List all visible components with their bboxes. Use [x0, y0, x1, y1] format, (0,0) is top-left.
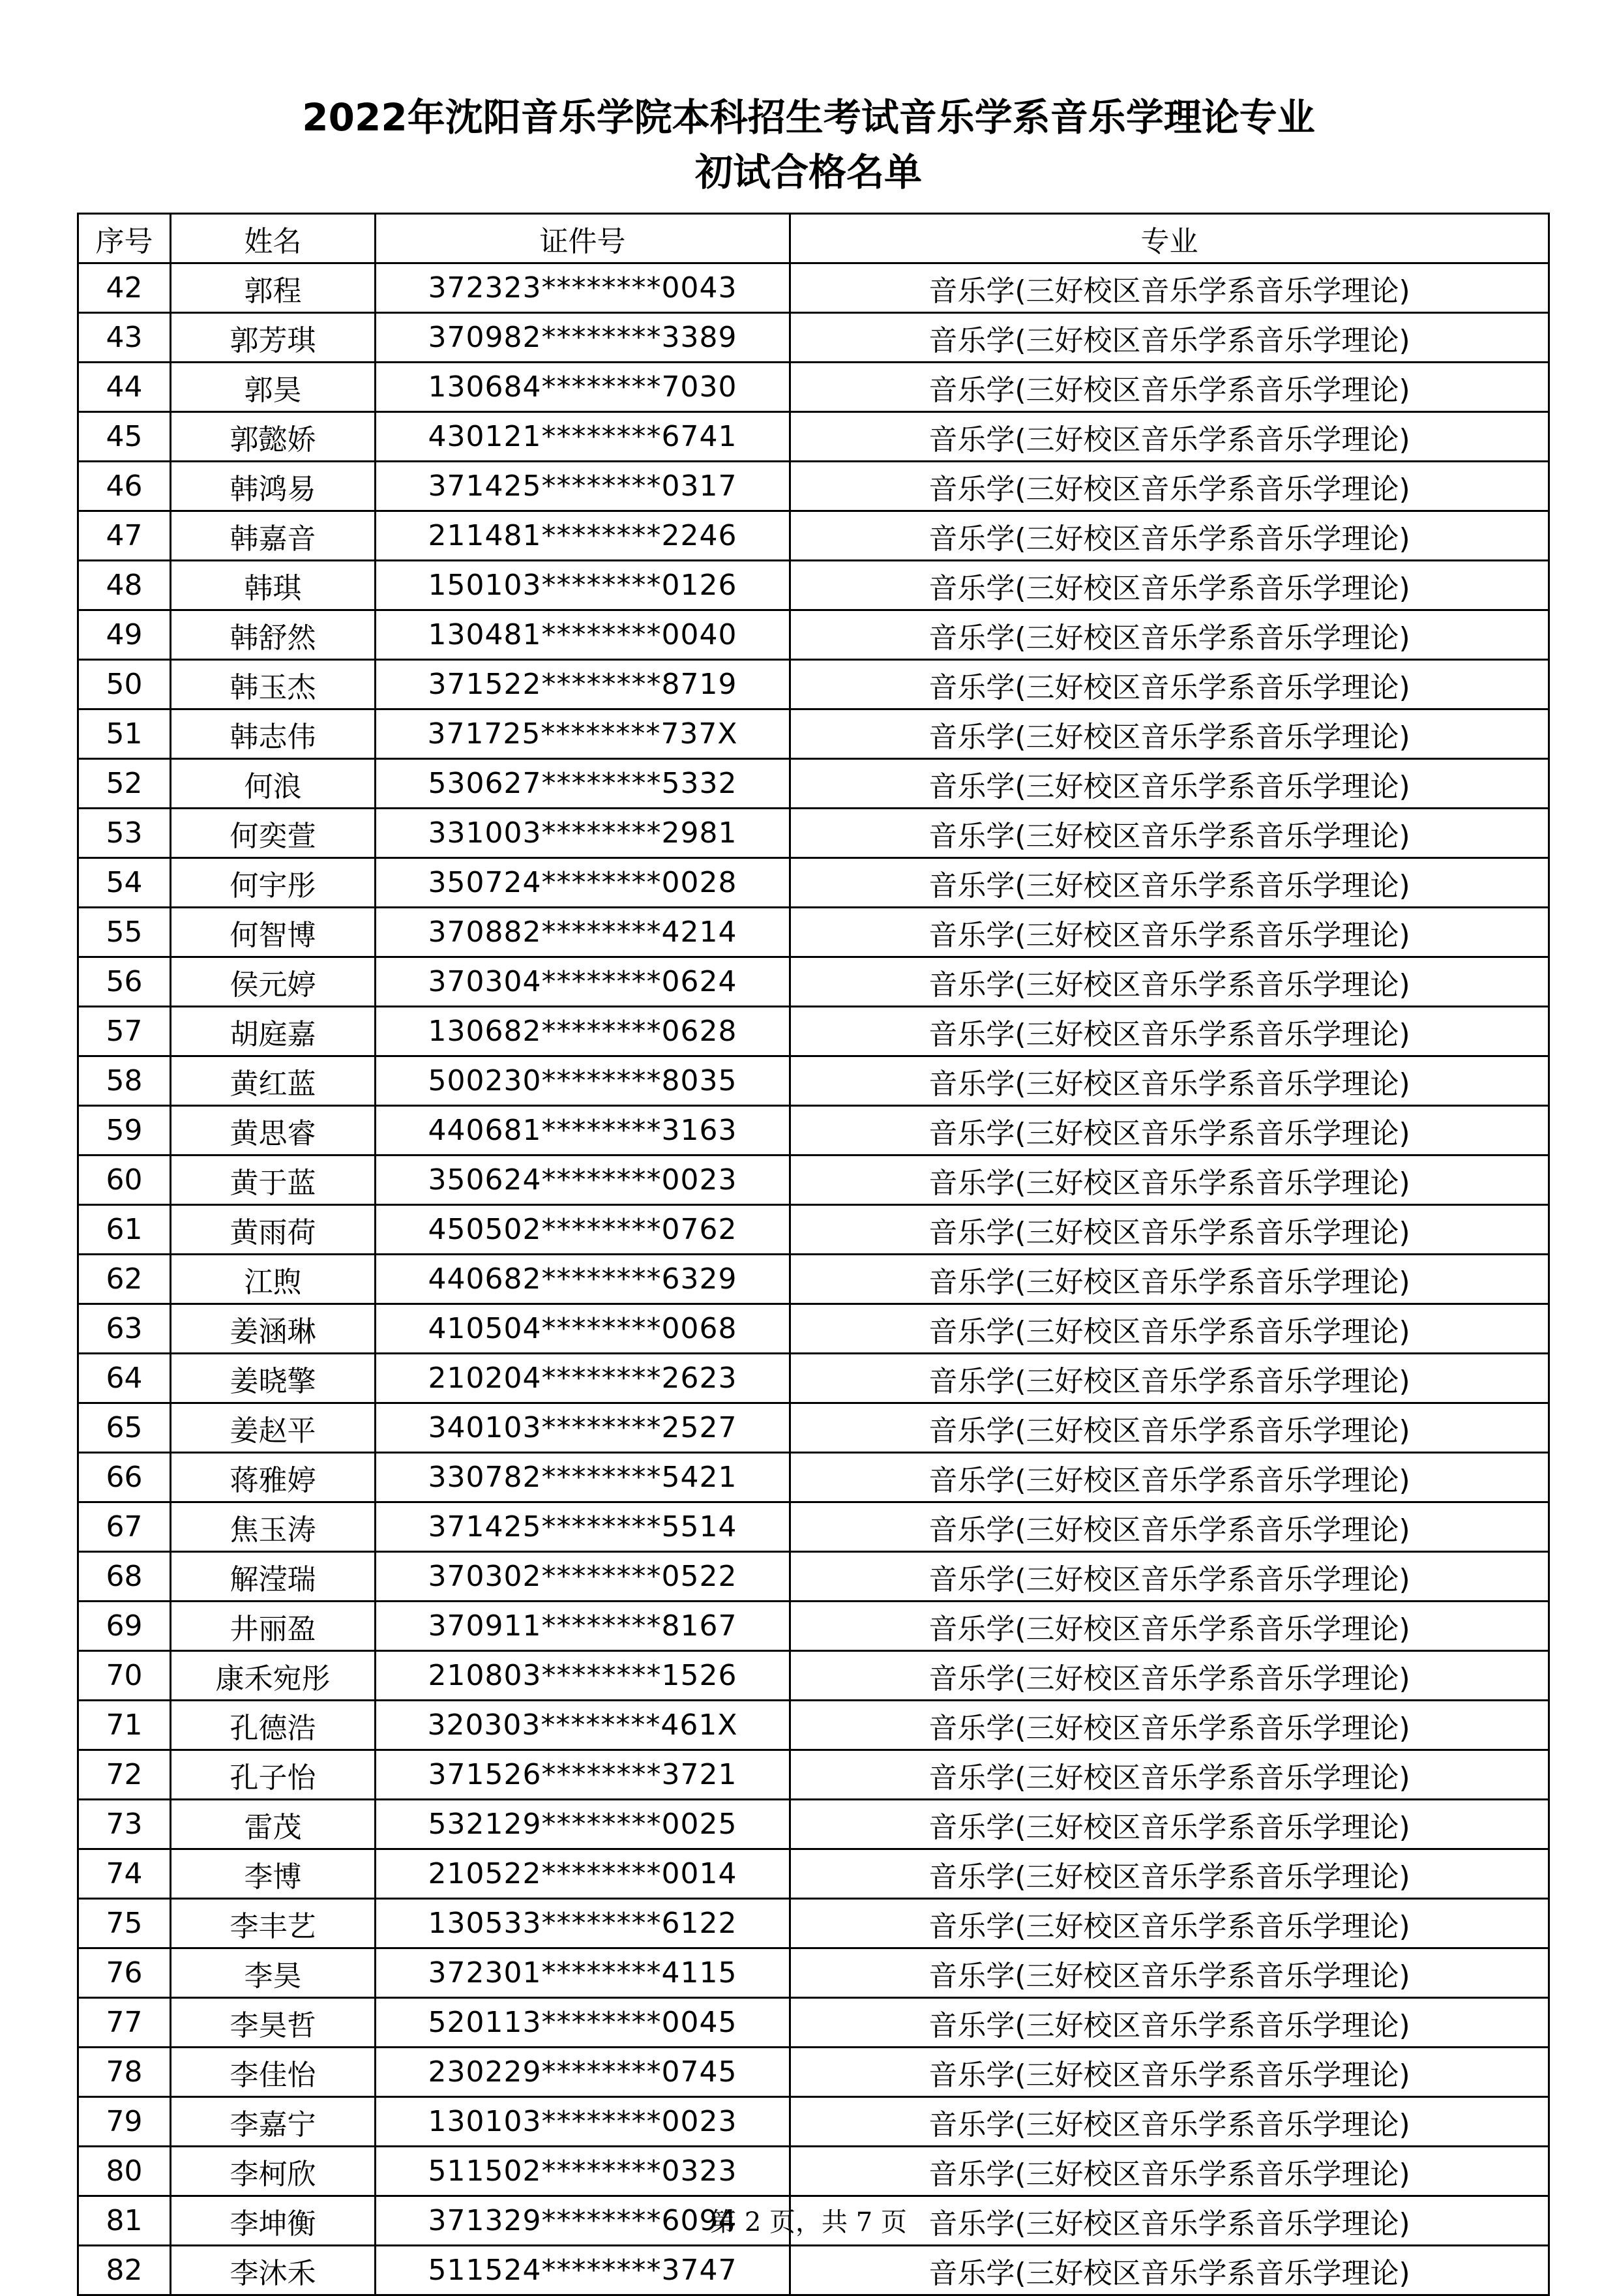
cell-name: 姜晓擎 [171, 1354, 376, 1403]
cell-name: 李博 [171, 1849, 376, 1899]
cell-serial-number: 43 [78, 313, 171, 363]
table-row [78, 1205, 1549, 1255]
cell-id-number: 130481********0040 [376, 610, 790, 660]
table-row [78, 1701, 1549, 1750]
table-row [78, 809, 1549, 858]
cell-id-number: 372323********0043 [376, 263, 790, 313]
cell-name: 郭懿娇 [171, 412, 376, 462]
cell-serial-number: 42 [78, 263, 171, 313]
cell-id-number: 371526********3721 [376, 1750, 790, 1800]
cell-name: 孔子怡 [171, 1750, 376, 1800]
cell-id-number: 320303********461X [376, 1701, 790, 1750]
cell-major: 音乐学(三好校区音乐学系音乐学理论) [790, 363, 1549, 412]
cell-major: 音乐学(三好校区音乐学系音乐学理论) [790, 561, 1549, 610]
table-row [78, 1998, 1549, 2048]
cell-name: 黄于蓝 [171, 1155, 376, 1205]
cell-serial-number: 69 [78, 1602, 171, 1651]
table-row [78, 1304, 1549, 1354]
cell-name: 韩鸿易 [171, 462, 376, 511]
table-row [78, 660, 1549, 709]
table-row [78, 858, 1549, 908]
cell-name: 何宇彤 [171, 858, 376, 908]
cell-serial-number: 45 [78, 412, 171, 462]
cell-name: 侯元婷 [171, 957, 376, 1007]
cell-major: 音乐学(三好校区音乐学系音乐学理论) [790, 1255, 1549, 1304]
cell-serial-number: 62 [78, 1255, 171, 1304]
cell-major: 音乐学(三好校区音乐学系音乐学理论) [790, 412, 1549, 462]
cell-id-number: 532129********0025 [376, 1800, 790, 1849]
cell-name: 韩玉杰 [171, 660, 376, 709]
cell-serial-number: 55 [78, 908, 171, 957]
cell-id-number: 350624********0023 [376, 1155, 790, 1205]
table-row [78, 1354, 1549, 1403]
cell-serial-number: 68 [78, 1552, 171, 1602]
cell-id-number: 372301********4115 [376, 1948, 790, 1998]
cell-name: 李佳怡 [171, 2048, 376, 2097]
cell-serial-number: 67 [78, 1502, 171, 1552]
cell-serial-number: 82 [78, 2246, 171, 2295]
cell-id-number: 370911********8167 [376, 1602, 790, 1651]
cell-name: 韩琪 [171, 561, 376, 610]
cell-serial-number: 59 [78, 1106, 171, 1155]
cell-name: 康禾宛彤 [171, 1651, 376, 1701]
cell-major: 音乐学(三好校区音乐学系音乐学理论) [790, 1552, 1549, 1602]
cell-name: 焦玉涛 [171, 1502, 376, 1552]
cell-serial-number: 81 [78, 2196, 171, 2246]
table-row [78, 511, 1549, 561]
cell-major: 音乐学(三好校区音乐学系音乐学理论) [790, 1998, 1549, 2048]
cell-id-number: 371522********8719 [376, 660, 790, 709]
cell-id-number: 511502********0323 [376, 2147, 790, 2196]
cell-major: 音乐学(三好校区音乐学系音乐学理论) [790, 759, 1549, 809]
cell-major: 音乐学(三好校区音乐学系音乐学理论) [790, 2048, 1549, 2097]
table-row [78, 1948, 1549, 1998]
cell-id-number: 371425********0317 [376, 462, 790, 511]
cell-major: 音乐学(三好校区音乐学系音乐学理论) [790, 511, 1549, 561]
cell-major: 音乐学(三好校区音乐学系音乐学理论) [790, 313, 1549, 363]
cell-id-number: 371329********6094 [376, 2196, 790, 2246]
cell-id-number: 370304********0624 [376, 957, 790, 1007]
cell-serial-number: 65 [78, 1403, 171, 1453]
cell-id-number: 331003********2981 [376, 809, 790, 858]
cell-id-number: 350724********0028 [376, 858, 790, 908]
cell-id-number: 130103********0023 [376, 2097, 790, 2147]
table-body [78, 263, 1549, 2295]
cell-serial-number: 58 [78, 1056, 171, 1106]
table-row [78, 2048, 1549, 2097]
cell-serial-number: 44 [78, 363, 171, 412]
candidate-table [77, 213, 1550, 2296]
cell-name: 何智博 [171, 908, 376, 957]
header-serial-number: 序号 [78, 214, 171, 263]
table-header [78, 214, 1549, 263]
cell-serial-number: 52 [78, 759, 171, 809]
cell-id-number: 511524********3747 [376, 2246, 790, 2295]
cell-major: 音乐学(三好校区音乐学系音乐学理论) [790, 1750, 1549, 1800]
cell-major: 音乐学(三好校区音乐学系音乐学理论) [790, 957, 1549, 1007]
cell-name: 李柯欣 [171, 2147, 376, 2196]
table-row [78, 1255, 1549, 1304]
table-row [78, 1552, 1549, 1602]
cell-name: 李沐禾 [171, 2246, 376, 2295]
cell-major: 音乐学(三好校区音乐学系音乐学理论) [790, 1354, 1549, 1403]
cell-id-number: 211481********2246 [376, 511, 790, 561]
cell-serial-number: 60 [78, 1155, 171, 1205]
cell-major: 音乐学(三好校区音乐学系音乐学理论) [790, 1403, 1549, 1453]
cell-serial-number: 74 [78, 1849, 171, 1899]
table-row [78, 1750, 1549, 1800]
cell-id-number: 210522********0014 [376, 1849, 790, 1899]
cell-serial-number: 57 [78, 1007, 171, 1056]
cell-serial-number: 79 [78, 2097, 171, 2147]
table-row [78, 709, 1549, 759]
cell-id-number: 370882********4214 [376, 908, 790, 957]
cell-id-number: 130684********7030 [376, 363, 790, 412]
cell-major: 音乐学(三好校区音乐学系音乐学理论) [790, 1304, 1549, 1354]
cell-name: 李昊 [171, 1948, 376, 1998]
table-row [78, 908, 1549, 957]
cell-serial-number: 71 [78, 1701, 171, 1750]
cell-id-number: 371425********5514 [376, 1502, 790, 1552]
cell-name: 韩嘉音 [171, 511, 376, 561]
cell-id-number: 340103********2527 [376, 1403, 790, 1453]
cell-id-number: 210803********1526 [376, 1651, 790, 1701]
cell-name: 何奕萱 [171, 809, 376, 858]
cell-major: 音乐学(三好校区音乐学系音乐学理论) [790, 2097, 1549, 2147]
cell-major: 音乐学(三好校区音乐学系音乐学理论) [790, 1899, 1549, 1948]
header-name: 姓名 [171, 214, 376, 263]
cell-major: 音乐学(三好校区音乐学系音乐学理论) [790, 1602, 1549, 1651]
cell-serial-number: 49 [78, 610, 171, 660]
table-row [78, 957, 1549, 1007]
cell-name: 孔德浩 [171, 1701, 376, 1750]
table-row [78, 610, 1549, 660]
cell-major: 音乐学(三好校区音乐学系音乐学理论) [790, 2147, 1549, 2196]
cell-name: 韩志伟 [171, 709, 376, 759]
table-row [78, 263, 1549, 313]
cell-major: 音乐学(三好校区音乐学系音乐学理论) [790, 1800, 1549, 1849]
cell-major: 音乐学(三好校区音乐学系音乐学理论) [790, 462, 1549, 511]
cell-major: 音乐学(三好校区音乐学系音乐学理论) [790, 809, 1549, 858]
cell-name: 蒋雅婷 [171, 1453, 376, 1502]
cell-serial-number: 80 [78, 2147, 171, 2196]
cell-major: 音乐学(三好校区音乐学系音乐学理论) [790, 1849, 1549, 1899]
table-row [78, 1602, 1549, 1651]
table-row [78, 1849, 1549, 1899]
cell-major: 音乐学(三好校区音乐学系音乐学理论) [790, 1106, 1549, 1155]
cell-serial-number: 73 [78, 1800, 171, 1849]
table-row [78, 1800, 1549, 1849]
table-row [78, 2246, 1549, 2295]
cell-major: 音乐学(三好校区音乐学系音乐学理论) [790, 1502, 1549, 1552]
cell-id-number: 330782********5421 [376, 1453, 790, 1502]
cell-name: 江煦 [171, 1255, 376, 1304]
cell-name: 黄思睿 [171, 1106, 376, 1155]
table-row [78, 1502, 1549, 1552]
cell-serial-number: 70 [78, 1651, 171, 1701]
cell-major: 音乐学(三好校区音乐学系音乐学理论) [790, 610, 1549, 660]
table-row [78, 2147, 1549, 2196]
cell-major: 音乐学(三好校区音乐学系音乐学理论) [790, 1007, 1549, 1056]
table-row [78, 2097, 1549, 2147]
cell-id-number: 520113********0045 [376, 1998, 790, 2048]
table-row [78, 363, 1549, 412]
cell-serial-number: 50 [78, 660, 171, 709]
cell-id-number: 150103********0126 [376, 561, 790, 610]
page-number: 第 2 页，共 7 页 [710, 2207, 907, 2237]
header-id-number: 证件号 [376, 214, 790, 263]
cell-major: 音乐学(三好校区音乐学系音乐学理论) [790, 858, 1549, 908]
cell-id-number: 130682********0628 [376, 1007, 790, 1056]
table-row [78, 1651, 1549, 1701]
cell-name: 黄红蓝 [171, 1056, 376, 1106]
cell-name: 李嘉宁 [171, 2097, 376, 2147]
cell-serial-number: 48 [78, 561, 171, 610]
cell-serial-number: 66 [78, 1453, 171, 1502]
header-row [78, 214, 1549, 263]
table-row [78, 1899, 1549, 1948]
cell-name: 胡庭嘉 [171, 1007, 376, 1056]
cell-id-number: 130533********6122 [376, 1899, 790, 1948]
cell-name: 郭程 [171, 263, 376, 313]
cell-serial-number: 77 [78, 1998, 171, 2048]
cell-major: 音乐学(三好校区音乐学系音乐学理论) [790, 1056, 1549, 1106]
cell-name: 李昊哲 [171, 1998, 376, 2048]
cell-id-number: 230229********0745 [376, 2048, 790, 2097]
table-row [78, 462, 1549, 511]
cell-serial-number: 47 [78, 511, 171, 561]
page-subtitle: 初试合格名单 [694, 150, 922, 194]
table-row [78, 1056, 1549, 1106]
cell-serial-number: 56 [78, 957, 171, 1007]
table-row [78, 1007, 1549, 1056]
cell-serial-number: 46 [78, 462, 171, 511]
cell-major: 音乐学(三好校区音乐学系音乐学理论) [790, 1453, 1549, 1502]
cell-id-number: 210204********2623 [376, 1354, 790, 1403]
cell-major: 音乐学(三好校区音乐学系音乐学理论) [790, 263, 1549, 313]
cell-major: 音乐学(三好校区音乐学系音乐学理论) [790, 2196, 1549, 2246]
cell-id-number: 440681********3163 [376, 1106, 790, 1155]
table-row [78, 561, 1549, 610]
cell-major: 音乐学(三好校区音乐学系音乐学理论) [790, 1205, 1549, 1255]
cell-serial-number: 76 [78, 1948, 171, 1998]
cell-major: 音乐学(三好校区音乐学系音乐学理论) [790, 908, 1549, 957]
cell-serial-number: 54 [78, 858, 171, 908]
table-row [78, 759, 1549, 809]
cell-serial-number: 51 [78, 709, 171, 759]
cell-name: 雷茂 [171, 1800, 376, 1849]
cell-name: 黄雨荷 [171, 1205, 376, 1255]
cell-major: 音乐学(三好校区音乐学系音乐学理论) [790, 1651, 1549, 1701]
table-row [78, 412, 1549, 462]
cell-id-number: 500230********8035 [376, 1056, 790, 1106]
table-row [78, 313, 1549, 363]
cell-id-number: 371725********737X [376, 709, 790, 759]
cell-name: 李坤衡 [171, 2196, 376, 2246]
cell-id-number: 430121********6741 [376, 412, 790, 462]
cell-serial-number: 78 [78, 2048, 171, 2097]
cell-id-number: 530627********5332 [376, 759, 790, 809]
cell-id-number: 410504********0068 [376, 1304, 790, 1354]
cell-name: 姜赵平 [171, 1403, 376, 1453]
cell-serial-number: 75 [78, 1899, 171, 1948]
cell-serial-number: 53 [78, 809, 171, 858]
cell-serial-number: 63 [78, 1304, 171, 1354]
cell-id-number: 440682********6329 [376, 1255, 790, 1304]
cell-id-number: 370982********3389 [376, 313, 790, 363]
cell-name: 井丽盈 [171, 1602, 376, 1651]
cell-major: 音乐学(三好校区音乐学系音乐学理论) [790, 2246, 1549, 2295]
cell-serial-number: 64 [78, 1354, 171, 1403]
cell-major: 音乐学(三好校区音乐学系音乐学理论) [790, 660, 1549, 709]
page-title: 2022年沈阳音乐学院本科招生考试音乐学系音乐学理论专业 [302, 95, 1315, 140]
cell-serial-number: 61 [78, 1205, 171, 1255]
table-row [78, 1453, 1549, 1502]
cell-name: 姜涵琳 [171, 1304, 376, 1354]
cell-name: 何浪 [171, 759, 376, 809]
table-row [78, 1155, 1549, 1205]
cell-major: 音乐学(三好校区音乐学系音乐学理论) [790, 1155, 1549, 1205]
header-major: 专业 [790, 214, 1549, 263]
cell-id-number: 450502********0762 [376, 1205, 790, 1255]
cell-major: 音乐学(三好校区音乐学系音乐学理论) [790, 1701, 1549, 1750]
cell-name: 郭芳琪 [171, 313, 376, 363]
cell-major: 音乐学(三好校区音乐学系音乐学理论) [790, 709, 1549, 759]
cell-name: 李丰艺 [171, 1899, 376, 1948]
cell-name: 韩舒然 [171, 610, 376, 660]
cell-id-number: 370302********0522 [376, 1552, 790, 1602]
cell-major: 音乐学(三好校区音乐学系音乐学理论) [790, 1948, 1549, 1998]
cell-name: 郭昊 [171, 363, 376, 412]
table-row [78, 1403, 1549, 1453]
cell-serial-number: 72 [78, 1750, 171, 1800]
table-row [78, 1106, 1549, 1155]
cell-name: 解滢瑞 [171, 1552, 376, 1602]
